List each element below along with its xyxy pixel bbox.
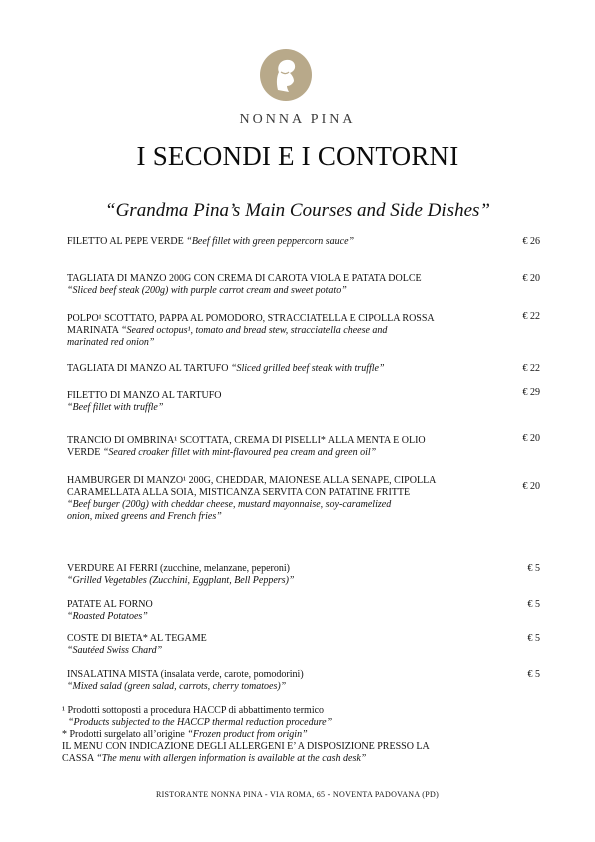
item-price: € 20: [522, 481, 540, 492]
item-price: € 20: [522, 273, 540, 284]
page-title: I SECONDI E I CONTORNI: [136, 141, 459, 171]
item-price: € 5: [527, 669, 540, 680]
menu-item: COSTE DI BIETA* AL TEGAME “Sautéed Swiss Chard”: [67, 633, 207, 656]
menu-item: PATATE AL FORNO “Roasted Potatoes”: [67, 599, 153, 622]
menu-item: POLPO¹ SCOTTATO, PAPPA AL POMODORO, STRACCIATELLA E CIPOLLA ROSSA MARINATA “Seared octopus¹, tomato and bread stew, stracciatella cheese and marinated red onion”: [67, 313, 435, 348]
item-price: € 22: [522, 363, 540, 374]
menu-item: INSALATINA MISTA (insalata verde, carote, pomodorini) “Mixed salad (green salad, carrots, cherry tomatoes)”: [67, 669, 304, 692]
allergen-note: IL MENU CON INDICAZIONE DEGLI ALLERGENI E’ A DISPOSIZIONE PRESSO LA: [62, 741, 430, 752]
menu-item: TAGLIATA DI MANZO AL TARTUFO “Sliced grilled beef steak with truffle”: [67, 363, 385, 374]
allergen-note-cont: CASSA “The menu with allergen information is available at the cash desk”: [62, 753, 367, 764]
item-price: € 5: [527, 563, 540, 574]
page-subtitle: “Grandma Pina’s Main Courses and Side Dishes”: [105, 200, 490, 221]
page-footer: RISTORANTE NONNA PINA - VIA ROMA, 65 - NOVENTA PADOVANA (PD): [155, 790, 440, 799]
item-price: € 29: [522, 387, 540, 398]
item-price: € 26: [522, 236, 540, 247]
haccp-note: ¹ Prodotti sottoposti a procedura HACCP di abbattimento termico: [62, 705, 325, 716]
footnotes: [62, 705, 482, 765]
menu-item: TRANCIO DI OMBRINA¹ SCOTTATA, CREMA DI PISELLI* ALLA MENTA E OLIO VERDE “Seared croaker fillet with mint-flavoured pea cream and green oil”: [67, 435, 426, 458]
menu-item: TAGLIATA DI MANZO 200G CON CREMA DI CAROTA VIOLA E PATATA DOLCE “Sliced beef steak (200g) with purple carrot cream and sweet potato”: [67, 273, 422, 296]
item-price: € 5: [527, 633, 540, 644]
item-price: € 22: [522, 311, 540, 322]
nonna-pina-logo: [259, 48, 313, 102]
menu-item: HAMBURGER DI MANZO¹ 200G, CHEDDAR, MAIONESE ALLA SENAPE, CIPOLLA CARAMELLATA ALLA SOIA, MISTICANZA SERVITA CON PATATINE FRITTE “Beef burger (200g) with cheddar cheese, mustard mayonnaise, soy-caramelized onion, mixed greens and French fries”: [67, 475, 437, 522]
brand-name: NONNA PINA: [239, 112, 356, 127]
haccp-note-translation: “Products subjected to the HACCP thermal reduction procedure”: [68, 717, 333, 728]
menu-item: FILETTO DI MANZO AL TARTUFO “Beef fillet with truffle”: [67, 390, 222, 413]
frozen-note: * Prodotti surgelato all’origine “Frozen product from origin”: [62, 729, 308, 740]
item-price: € 20: [522, 433, 540, 444]
item-price: € 5: [527, 599, 540, 610]
menu-item: VERDURE AI FERRI (zucchine, melanzane, peperoni) “Grilled Vegetables (Zucchini, Eggplant, Bell Peppers)”: [67, 563, 295, 586]
menu-item: FILETTO AL PEPE VERDE “Beef fillet with green peppercorn sauce”: [67, 236, 355, 247]
